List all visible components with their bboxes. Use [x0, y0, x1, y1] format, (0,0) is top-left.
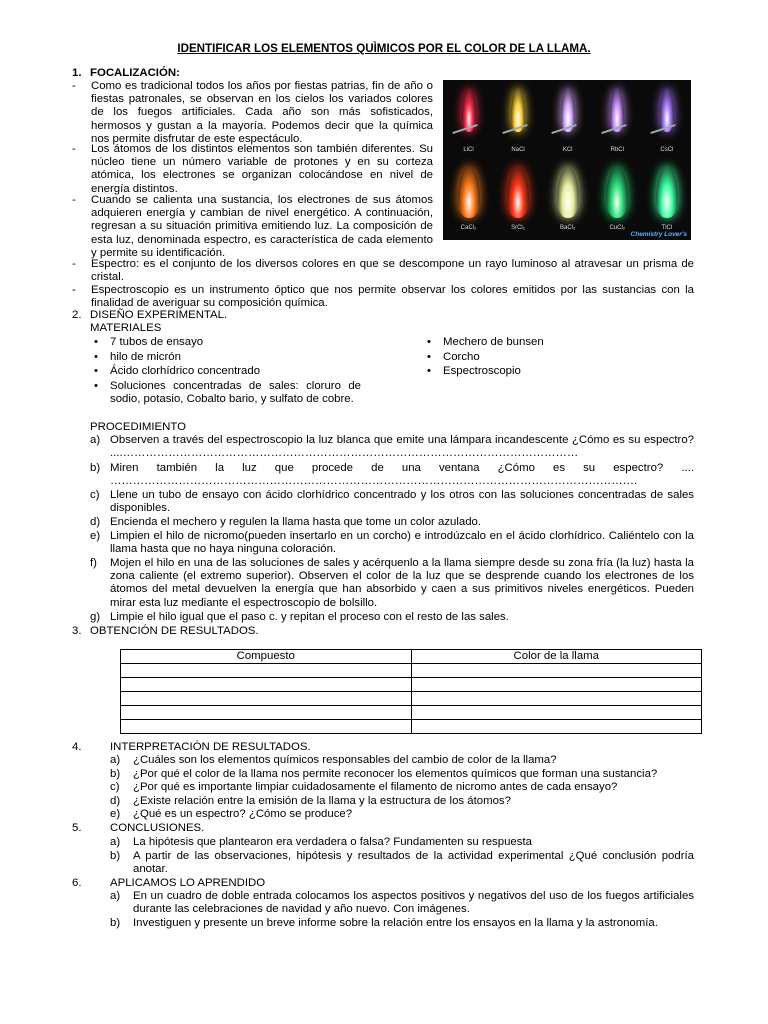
flame-sample-label: RbCl [610, 147, 624, 153]
flame-sample-label: CsCl [660, 147, 674, 153]
list-item: • Corcho [427, 350, 480, 363]
flame-sample-label: TlCl [661, 225, 673, 231]
section-aplicamos-heading: 6. APLICAMOS LO APRENDIDO [72, 877, 266, 889]
section-resultados-heading: 3. OBTENCIÓN DE RESULTADOS. [72, 625, 259, 637]
table-row [121, 664, 702, 678]
focalizacion-item: - Espectro: es el conjunto de los diversos colores en que se descompone un rayo luminoso al atravesar un prisma de cristal. [72, 258, 694, 284]
list-item: • Soluciones concentradas de sales: cloruro de sodio, potasio, Cobalto bario, y sulfato de cobre. [94, 380, 361, 406]
flame-sample-label: CuCl₂ [609, 225, 626, 231]
procedimiento-step: f) Mojen el hilo en una de las soluciones de sales y acérquenlo a la llama siempre desde su zona fría (la luz) hasta la zona caliente (el extremo superior). Observen el color de la luz que se desprende cuando los electrones de los átomos del metal devuelven la energía que han absorbido y caen a sus primitivos niveles energéticos. Pueden mirar esta luz mediante el espectroscopio de bolsillo. [90, 557, 694, 609]
procedimiento-step: a) Observen a través del espectroscopio la luz blanca que emite una lámpara incandescente ¿Cómo es su espectro? ....………………………………………………………………………………………………………… [90, 434, 694, 460]
question-item: d) ¿Existe relación entre la emisión de la llama y la estructura de los átomos? [110, 795, 511, 807]
table-row [121, 706, 702, 720]
flame-sample-label: NaCl [511, 147, 525, 153]
procedimiento-step: d) Encienda el mechero y regulen la llama hasta que tome un color azulado. [90, 516, 482, 528]
table-cell[interactable] [121, 678, 412, 692]
section-focalizacion-heading: 1. FOCALIZACIÓN: [72, 67, 180, 79]
table-cell[interactable] [411, 720, 702, 734]
flame-sample [444, 82, 493, 158]
procedimiento-step: e) Limpien el hilo de nicromo(pueden insertarlo en un corcho) e introdúzcalo en el ácido clorhídrico. Caliéntelo con la llama hasta que no haya ninguna coloración. [90, 530, 694, 556]
procedimiento-step: b) Miren también la luz que procede de una ventana ¿Cómo es su espectro? .... …………………………………………………………………………………………………………………………. [90, 462, 694, 488]
photo-credit: Chemistry Lover's [630, 231, 687, 238]
question-item: b) ¿Por qué el color de la llama nos permite reconocer los elementos químicos que forman una sustancia? [110, 768, 658, 780]
focalizacion-item: - Como es tradicional todos los años por fiestas patrias, fin de año o fiestas patronales, se observan en los cielos los variados colores de los fuegos artificiales. Cada año son más sofisticados, hermosos y gustan a la mayoría. Podemos decir que la química nos permite disfrutar de este espectáculo. [72, 80, 433, 145]
list-item: • 7 tubos de ensayo [94, 336, 204, 348]
flame-test-photo [443, 80, 691, 240]
section-interpretacion-heading: 4. INTERPRETACIÓN DE RESULTADOS. [72, 741, 311, 753]
question-item: b) Investiguen y presente un breve informe sobre la relación entre los ensayos en la llama y la astronomía. [110, 917, 658, 929]
list-item: • Ácido clorhídrico concentrado [94, 365, 261, 378]
flame-sample [494, 160, 543, 236]
flame-sample-label: BaCl₂ [560, 225, 576, 231]
table-cell[interactable] [121, 720, 412, 734]
flame-glow [606, 166, 628, 218]
flame-sample [642, 82, 691, 158]
table-cell[interactable] [411, 664, 702, 678]
table-cell[interactable] [411, 706, 702, 720]
section-diseno-heading: 2. DISEÑO EXPERIMENTAL. [72, 309, 228, 321]
flame-glow [656, 166, 678, 218]
column-header-compuesto: Compuesto [121, 650, 412, 664]
flame-sample [543, 160, 592, 236]
question-item: c) ¿Por qué es importante limpiar cuidadosamente el filamento de nicromo antes de cada ensayo? [110, 781, 618, 793]
flame-glow [507, 166, 529, 218]
flame-glow [557, 166, 579, 218]
flame-glow [458, 166, 480, 218]
document-title: IDENTIFICAR LOS ELEMENTOS QUÌMICOS POR EL COLOR DE LA LLAMA. [177, 42, 591, 55]
flame-sample [593, 160, 642, 236]
question-item: a) ¿Cuáles son los elementos químicos responsables del cambio de color de la llama? [110, 754, 557, 766]
list-item: • Espectroscopio [427, 365, 521, 378]
materiales-list-left [90, 336, 361, 407]
table-cell[interactable] [121, 664, 412, 678]
procedimiento-label: PROCEDIMIENTO [90, 421, 186, 433]
table-cell[interactable] [411, 692, 702, 706]
table-header-row [121, 650, 702, 664]
focalizacion-item: - Los átomos de los distintos elementos son también diferentes. Su núcleo tiene un número variable de protones y en su corteza atómica, los electrones se organizan colocándose en nivel de energía distintos. [72, 143, 433, 195]
flame-sample-label: KCl [562, 147, 573, 153]
flame-sample-label: SrCl₂ [511, 225, 526, 231]
table-row [121, 692, 702, 706]
flame-sample [494, 82, 543, 158]
flame-sample-label: LiCl [463, 147, 474, 153]
flame-sample [444, 160, 493, 236]
column-header-color: Color de la llama [411, 650, 702, 664]
procedimiento-step: c) Llene un tubo de ensayo con ácido clorhídrico concentrado y los otros con las soluciones concentradas de sales disponibles. [90, 489, 694, 515]
table-cell[interactable] [121, 692, 412, 706]
focalizacion-item: - Espectroscopio es un instrumento óptico que nos permite observar los colores emitidos por las sustancias con la finalidad de averiguar su composición química. [72, 284, 694, 310]
materiales-list-right [423, 336, 663, 379]
table-cell[interactable] [121, 706, 412, 720]
table-cell[interactable] [411, 678, 702, 692]
flame-sample [593, 82, 642, 158]
flame-sample [543, 82, 592, 158]
table-row [121, 720, 702, 734]
section-conclusiones-heading: 5. CONCLUSIONES. [72, 822, 205, 834]
materiales-label: MATERIALES [90, 322, 162, 334]
procedimiento-step: g) Limpie el hilo igual que el paso c. y repitan el proceso con el resto de las sales. [90, 611, 509, 623]
question-item: a) En un cuadro de doble entrada colocamos los aspectos positivos y negativos del uso de los fuegos artificiales durante las celebraciones de navidad y año nuevo. Con imágenes. [110, 890, 694, 916]
flame-sample-label: CaCl₂ [460, 225, 477, 231]
table-row [121, 678, 702, 692]
flame-sample [642, 160, 691, 236]
list-item: • hilo de micrón [94, 350, 181, 363]
list-item: • Mechero de bunsen [427, 336, 544, 348]
question-item: e) ¿Qué es un espectro? ¿Cómo se produce? [110, 808, 353, 820]
results-table [120, 649, 702, 734]
question-item: b) A partir de las observaciones, hipótesis y resultados de la actividad experimental ¿Qué conclusión podría anotar. [110, 850, 694, 876]
focalizacion-item: - Cuando se calienta una sustancia, los electrones de sus átomos adquieren energía y cambian de nivel energético. A continuación, regresan a su situación primitiva emitiendo luz. La composición de esta luz, denominada espectro, es característica de cada elemento y permite su identificación. [72, 194, 433, 259]
question-item: a) La hipótesis que plantearon era verdadera o falsa? Fundamenten su respuesta [110, 836, 532, 848]
